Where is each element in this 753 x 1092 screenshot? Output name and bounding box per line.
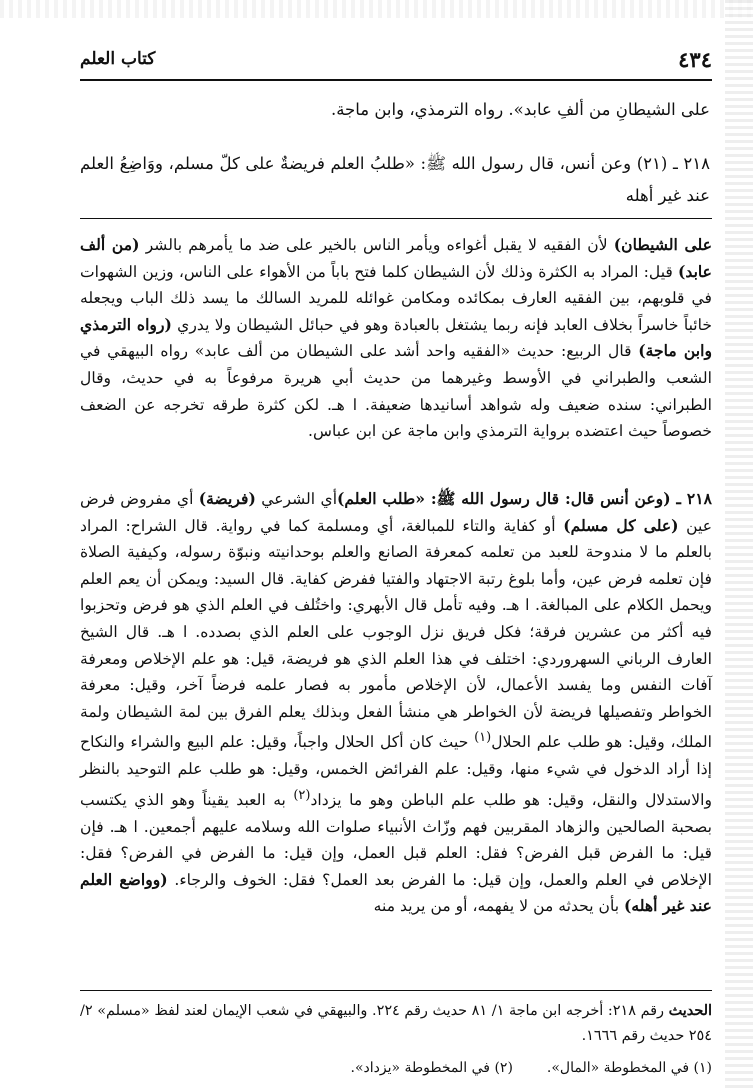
commentary-paragraph-1 (80, 232, 712, 445)
commentary-text: أي مفروض فرض عين (80, 490, 712, 535)
matn-divider (80, 218, 712, 219)
commentary-text: قال الربيع: حديث «الفقيه واحد أشد على الشيطان من ألف عابد» رواه البيهقي في الشعب والطبراني في الأوسط وغيرهما من حديث أبي هريرة مرفوعاً به في حديث، وقال الطبراني: سنده ضعيف وله شواهد أسانيدها ضعيفة. ا هـ. لكن كثرة طرقه تخرجه عن الضعف خصوصاً حيث اعتضده برواية الترمذي وابن ماجة عن ابن عباس. (80, 342, 712, 441)
footnotes (80, 1056, 712, 1080)
scan-binding-edge (725, 0, 753, 1092)
scan-top-edge (0, 0, 753, 18)
footnote-ref-2[interactable]: (٢) (293, 787, 311, 803)
commentary-text: حيث كان أكل الحلال واجباً، وقيل: علم البيع والشراء والنكاح إذا أراد الدخول في شيء منها، وقيل: علم الفرائض الخمس، وقيل: هو طلب علم التوحيد بالنظر والاستدلال والنقل، وقيل: هو طلب علم الباطن وهو ما يزداد (80, 733, 713, 809)
hadith-text: وعن أنس، قال رسول الله ﷺ: «طلبُ العلم فريضةٌ على كلّ مسلم، ووَاضِعُ العلم عند غير أهله (80, 154, 710, 205)
hadith-continuation: على الشيطانِ من ألفِ عابد». رواه الترمذي، وابن ماجة. (330, 100, 710, 119)
book-title: كتاب العلم (80, 49, 156, 69)
commentary-text: أي الشرعي (255, 490, 338, 508)
commentary-text: بأن يحدثه من لا يفهمه، أو من يريد منه (373, 897, 625, 916)
commentary-text: به العبد يقيناً وهو الذي يكتسب بصحبة الصالحين والزهاد المقربين فهم وزّاث الأنبياء صلوات الله وسلامه عليهم أجمعين. ا هـ. فإن قيل: ما الفرض قبل الفرض؟ فقل: العلم قبل العمل، وإن قيل: ما الفرض في الفرض؟ فقل: الإخلاص في العلم والعمل، وإن قيل: ما الفرض بعد العمل؟ فقل: الخوف والرجاء. (80, 790, 713, 889)
commentary-lemma: (من ألف عابد) (80, 235, 712, 281)
footnote-ref-1[interactable]: (١) (474, 730, 492, 746)
hadith-218 (80, 148, 710, 212)
commentary-lemma: (فريضة) (198, 489, 256, 508)
takhrij-label: الحديث (668, 1002, 712, 1019)
footnote-1: (١) في المخطوطة «المال». (546, 1060, 712, 1076)
commentary-lemma: (على كل مسلم) (563, 515, 679, 535)
commentary-text: أو كفاية والتاء للمبالغة، أي ومسلمة كما في رواية. قال الشراح: المراد بالعلم ما لا مندوحة للعبد من تعلمه كمعرفة الصانع والعلم بوحدانيته ونبوّة رسوله، وكيفية الصلاة فإن تعلمه فرض عين، وأما بلوغ رتبة الاجتهاد والفتيا ففرض كفاية. قال السيد: ويمكن أن يعم العلم ويحمل الكلام على المبالغة. ا هـ. وفيه تأمل قال الأبهري: واختُلف في العلم الذي هو فرض وتحزبوا فيه أكثر من عشرين فرقة؛ فكل فريق نزل الوجوب على العلم الذي بصدده. ا هـ. قال الشيخ العارف الرباني السهروردي: اختلف في هذا العلم الذي هو فريضة، قيل: هو علم الإخلاص ومعرفة آفات النفس وما يفسد الأعمال، لأن الإخلاص مأمور به فصار علمه فرضاً آخر، وقيل: معرفة الخواطر وتفصيلها فريضة لأن الخواطر هي منشأ الفعل وبذلك يعلم الفرق بين لمة الشيطان ولمة الملك، وقيل: هو طلب علم الحلال (80, 516, 712, 752)
hadith-number: ٢١٨ ـ (٢١) (636, 154, 710, 173)
footnote-2: (٢) في المخطوطة «يزداد». (350, 1060, 513, 1076)
page-number: ٤٣٤ (678, 46, 712, 72)
takhrij-note (80, 998, 712, 1049)
commentary-lemma: (وواضع العلم عند غير أهله) (80, 869, 712, 916)
page-header (80, 44, 712, 74)
commentary-lemma: ٢١٨ ـ (وعن أنس قال: قال رسول الله ﷺ: «طلب العلم) (337, 489, 712, 508)
commentary-lemma: على الشيطان) (613, 235, 712, 254)
footnote-divider (80, 990, 712, 991)
header-divider (80, 79, 712, 81)
commentary-text: لأن الفقيه لا يقبل أغواءه ويأمر الناس بالخير على ضد ما يأمرهم بالشر (139, 236, 614, 254)
commentary-text: قيل: المراد به الكثرة وذلك لأن الشيطان كلما فتح باباً من الأهواء على الناس، وزين الشهوات في قلوبهم، بين الفقيه العارف بمكائده ومكامن غوائله للمريد السالك ما يسد ذلك الباب ويجعله خائباً خاسراً بخلاف العابد فإنه ربما يشتغل بالعبادة وهو في حبائل الشيطان ولا يدري (80, 262, 713, 334)
commentary-paragraph-2 (80, 486, 712, 920)
commentary-lemma: (رواه الترمذي وابن ماجة) (80, 314, 713, 361)
takhrij-text: رقم ٢١٨: أخرجه ابن ماجة ١/ ٨١ حديث رقم ٢٢٤. والبيهقي في شعب الإيمان لعند لفظ «مسلم» ٢/ ٢٥٤ حديث رقم ١٦٦٦. (80, 1003, 712, 1044)
